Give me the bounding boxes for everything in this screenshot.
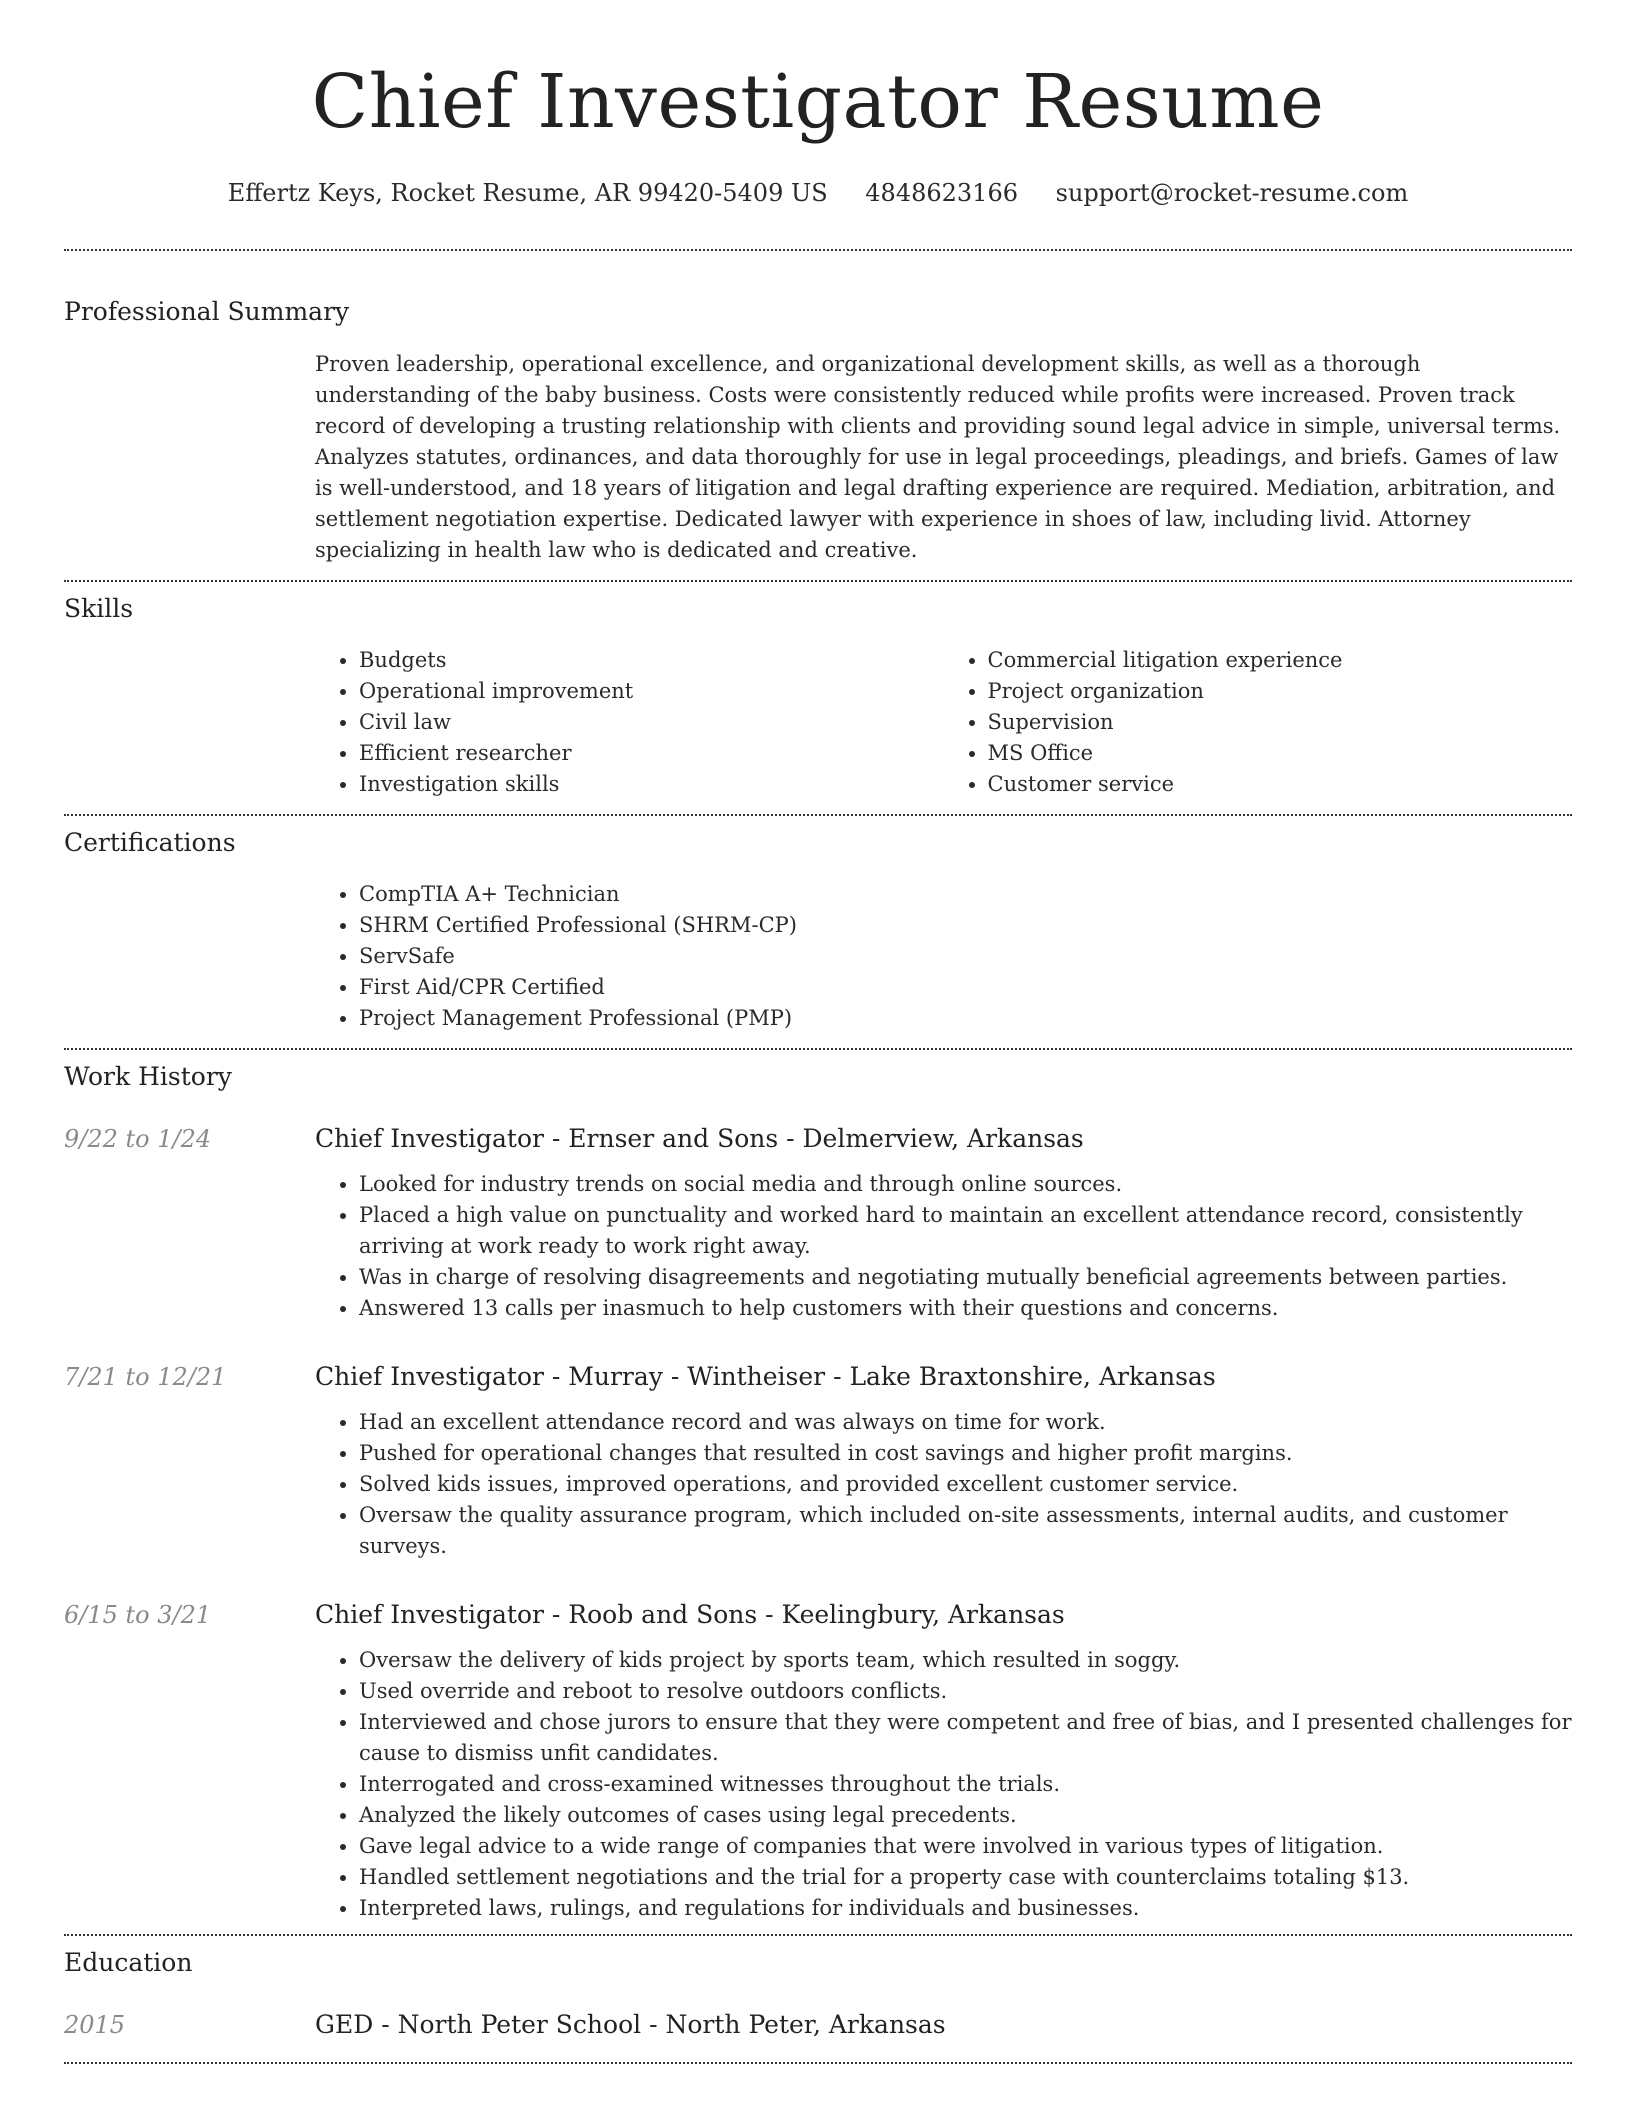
skills-heading: Skills: [64, 594, 134, 623]
list-item: • Oversaw the delivery of kids project by sports team, which resulted in soggy.: [359, 1645, 1572, 1676]
skills-section: [64, 582, 1572, 814]
certifications-heading: Certifications: [64, 828, 236, 857]
list-item: • Looked for industry trends on social media and through online sources.: [359, 1169, 1572, 1200]
list-item: • Civil law: [359, 707, 944, 738]
list-item: • Handled settlement negotiations and the trial for a property case with counterclaims totaling $13.: [359, 1862, 1572, 1893]
list-item: • Project organization: [988, 676, 1573, 707]
contact-line: [64, 176, 1572, 210]
job-date: 9/22 to 1/24: [64, 1125, 212, 1153]
job-entry: [64, 1324, 1572, 1562]
list-item: • First Aid/CPR Certified: [359, 972, 1572, 1003]
certifications-section: [64, 816, 1572, 1048]
job-date: 7/21 to 12/21: [64, 1363, 227, 1391]
list-item: • Interrogated and cross-examined witnesses throughout the trials.: [359, 1769, 1572, 1800]
list-item: • Interviewed and chose jurors to ensure that they were competent and free of bias, and I presented challenges for cause to dismiss unfit candidates.: [359, 1707, 1572, 1769]
education-date: 2015: [64, 2011, 126, 2039]
list-item: • ServSafe: [359, 941, 1572, 972]
education-section: [64, 1936, 1572, 2062]
list-item: • Budgets: [359, 645, 944, 676]
education-title: GED - North Peter School - North Peter, Arkansas: [315, 2010, 946, 2039]
list-item: • Placed a high value on punctuality and worked hard to maintain an excellent attendance record, consistently arriving at work ready to work right away.: [359, 1200, 1572, 1262]
education-heading: Education: [64, 1948, 193, 1977]
contact-email: support@rocket-resume.com: [1055, 179, 1409, 207]
list-item: • Supervision: [988, 707, 1573, 738]
list-item: • CompTIA A+ Technician: [359, 879, 1572, 910]
contact-phone: 4848623166: [865, 179, 1018, 207]
job-entry: [64, 1562, 1572, 1924]
job-title: Chief Investigator - Ernser and Sons - Delmerview, Arkansas: [315, 1124, 1084, 1153]
work-history-section: [64, 1050, 1572, 1934]
list-item: • Analyzed the likely outcomes of cases using legal precedents.: [359, 1800, 1572, 1831]
list-item: • Was in charge of resolving disagreements and negotiating mutually beneficial agreements between parties.: [359, 1262, 1572, 1293]
list-item: • Pushed for operational changes that resulted in cost savings and higher profit margins.: [359, 1438, 1572, 1469]
list-item: • Gave legal advice to a wide range of companies that were involved in various types of litigation.: [359, 1831, 1572, 1862]
list-item: • Oversaw the quality assurance program, which included on-site assessments, internal audits, and customer surveys.: [359, 1500, 1572, 1562]
list-item: • Commercial litigation experience: [988, 645, 1573, 676]
list-item: • Efficient researcher: [359, 738, 944, 769]
skills-list-left: [315, 645, 944, 800]
skills-list-right: [944, 645, 1573, 800]
resume-page: [64, 0, 1572, 2064]
education-entry: [64, 1980, 1572, 2062]
list-item: • Had an excellent attendance record and was always on time for work.: [359, 1407, 1572, 1438]
summary-heading: Professional Summary: [64, 297, 350, 326]
job-bullets: [315, 1632, 1572, 1924]
list-item: • Used override and reboot to resolve outdoors conflicts.: [359, 1676, 1572, 1707]
contact-address: Effertz Keys, Rocket Resume, AR 99420-5409 US: [227, 179, 828, 207]
list-item: • Interpreted laws, rulings, and regulations for individuals and businesses.: [359, 1893, 1572, 1924]
summary-text: Proven leadership, operational excellence, and organizational development skills, as well as a thorough understanding of the baby business. Costs were consistently reduced while profits were increased. Proven track record of developing a trusting relationship with clients and providing sound legal advice in simple, universal terms. Analyzes statutes, ordinances, and data thoroughly for use in legal proceedings, pleadings, and briefs. Games of law is well-understood, and 18 years of litigation and legal drafting experience are required. Mediation, arbitration, and settlement negotiation expertise. Dedicated lawyer with experience in shoes of law, including livid. Attorney specializing in health law who is dedicated and creative.: [315, 352, 1561, 562]
summary-section: [64, 251, 1572, 580]
divider: [64, 2062, 1572, 2064]
work-history-heading: Work History: [64, 1062, 232, 1091]
list-item: • Operational improvement: [359, 676, 944, 707]
job-bullets: [315, 1156, 1572, 1324]
list-item: • Project Management Professional (PMP): [359, 1003, 1572, 1034]
certifications-list: [315, 879, 1572, 1034]
job-date: 6/15 to 3/21: [64, 1601, 212, 1629]
skills-columns: [315, 626, 1572, 814]
list-item: • Investigation skills: [359, 769, 944, 800]
list-item: • SHRM Certified Professional (SHRM-CP): [359, 910, 1572, 941]
job-title: Chief Investigator - Murray - Wintheiser - Lake Braxtonshire, Arkansas: [315, 1362, 1216, 1391]
job-title: Chief Investigator - Roob and Sons - Keelingbury, Arkansas: [315, 1600, 1065, 1629]
certifications-content: [315, 860, 1572, 1048]
list-item: • Solved kids issues, improved operations, and provided excellent customer service.: [359, 1469, 1572, 1500]
list-item: • Customer service: [988, 769, 1573, 800]
list-item: • MS Office: [988, 738, 1573, 769]
job-entry: [64, 1094, 1572, 1324]
resume-title: Chief Investigator Resume: [311, 59, 1325, 145]
job-bullets: [315, 1394, 1572, 1562]
list-item: • Answered 13 calls per inasmuch to help customers with their questions and concerns.: [359, 1293, 1572, 1324]
